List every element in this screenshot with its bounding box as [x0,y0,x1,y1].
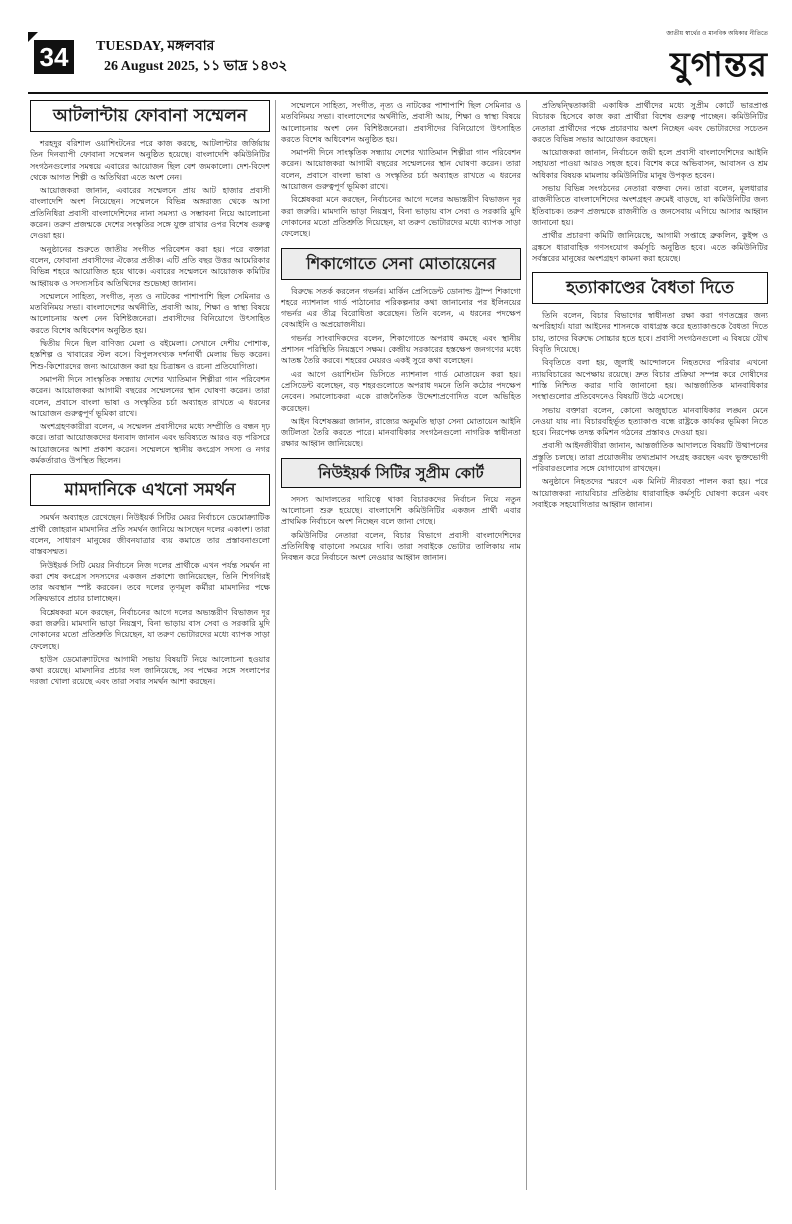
paragraph: প্রার্থীর প্রচারণা কমিটি জানিয়েছে, আগামী সপ্তাহে ব্রুকলিন, কুইন্স ও ব্রঙ্কসে ধারাবাহিক গণসংযোগ কর্মসূচি অনুষ্ঠিত হবে। এতে কমিউনিটির সর্বস্তরের মানুষের অংশগ্রহণ কামনা করা হয়েছে। [532,231,768,263]
paragraph: অনুষ্ঠানের শুরুতে জাতীয় সংগীত পরিবেশন করা হয়। পরে বক্তারা বলেন, ফোবানা প্রবাসীদের ঐক্যের প্রতীক। এটি প্রতি বছর উত্তর আমেরিকার বিভিন্ন শহরে আয়োজিত হয়ে থাকে। এবারের সম্মেলনে আয়োজক কমিটির আহ্বায়ক ও সদস্যসচিব অতিথিদের শুভেচ্ছা জানান। [30,244,270,288]
page-header [28,28,768,88]
paragraph: সভায় বক্তারা বলেন, কোনো অজুহাতে মানবাধিকার লঙ্ঘন মেনে নেওয়া যায় না। বিচারবহির্ভূত হত্যাকাণ্ড বন্ধে রাষ্ট্রকে কার্যকর ভূমিকা নিতে হবে। নিরপেক্ষ তদন্ত কমিশন গঠনের প্রস্তাবও দেওয়া হয়। [532,405,768,438]
column-left [30,100,270,1190]
paragraph: আয়োজকরা জানান, নির্বাচনে জয়ী হলে প্রবাসী বাংলাদেশিদের আইনি সহায়তা পাওয়া আরও সহজ হবে। বিশেষ করে অভিবাসন, আবাসন ও শ্রম অধিকার বিষয়ক মামলায় কমিউনিটির মানুষ উপকৃত হবেন। [532,148,768,180]
paragraph: নিউইয়র্ক সিটি মেয়র নির্বাচনে নিজ দলের প্রার্থীকে এখন পর্যন্ত সমর্থন না করা শেষ কংগ্রেস সদস্যদের একজন প্রকাশ্যে জানিয়েছেন, তিনি শিগগিরই তার অবস্থান স্পষ্ট করবেন। তবে দলের তৃণমূল কর্মীরা মামদানির পক্ষে সক্রিয়ভাবে প্রচার চালাচ্ছেন। [30,560,270,604]
article-murder-body [532,310,768,510]
paragraph: আইন বিশেষজ্ঞরা জানান, রাজ্যের অনুমতি ছাড়া সেনা মোতায়েন আইনি জটিলতা তৈরি করতে পারে। মানবাধিকার সংগঠনগুলো নাগরিক স্বাধীনতা রক্ষার আহ্বান জানিয়েছে। [281,416,521,449]
paragraph: গভর্নর সাংবাদিকদের বলেন, শিকাগোতে অপরাধ কমছে এবং স্থানীয় প্রশাসন পরিস্থিতি নিয়ন্ত্রণে সক্ষম। কেন্দ্রীয় সরকারের হস্তক্ষেপ জনগণের মধ্যে আতঙ্ক তৈরি করবে। শহরের মেয়রও একই সুরে কথা বলেছেন। [281,333,521,366]
paragraph: বিশ্লেষকরা মনে করছেন, নির্বাচনের আগে দলের অভ্যন্তরীণ বিভাজন দূর করা জরুরি। মামদানি ভাড়া নিয়ন্ত্রণ, বিনা ভাড়ায় বাস সেবা ও সরকারি মুদি দোকানের মতো প্রতিশ্রুতি দিয়েছেন, যা তরুণ ভোটারদের মধ্যে ব্যাপক সাড়া ফেলেছে। [30,607,270,651]
paragraph: সমাপনী দিনে সাংস্কৃতিক সন্ধ্যায় দেশের খ্যাতিমান শিল্পীরা গান পরিবেশন করেন। আয়োজকরা আগামী বছরের সম্মেলনের স্থান ঘোষণা করেন। তারা বলেন, প্রবাসে বাংলা ভাষা ও সংস্কৃতির চর্চা অব্যাহত রাখতে এ ধরনের আয়োজন গুরুত্বপূর্ণ ভূমিকা রাখে। [281,148,521,192]
header-rule [28,92,768,94]
paragraph: আয়োজকরা জানান, এবারের সম্মেলনে প্রায় আট হাজার প্রবাসী বাংলাদেশি অংশ নিয়েছেন। সম্মেলনে বিভিন্ন অঙ্গরাজ্য থেকে আসা প্রতিনিধিরা প্রবাসী বাংলাদেশিদের নানা সমস্যা ও সম্ভাবনা নিয়ে আলোচনা করেন। তরুণ প্রজন্মকে দেশের সংস্কৃতির সঙ্গে যুক্ত রাখার ওপর বিশেষ গুরুত্ব দেওয়া হয়। [30,186,270,241]
article-atlanta-body [30,138,270,466]
headline-atlanta: আটলান্টায় ফোবানা সম্মেলন [30,100,270,132]
headline-mamdani: মামদানিকে এখনো সমর্থন [30,474,270,506]
article-supreme-court-body [281,494,521,564]
page-number-badge [28,32,78,82]
article-right-intro [532,100,768,264]
headline-chicago: শিকাগোতে সেনা মোতায়েনের [281,248,521,280]
paragraph: অংশগ্রহণকারীরা বলেন, এ সম্মেলন প্রবাসীদের মধ্যে সম্প্রীতি ও বন্ধন দৃঢ় করে। তারা আয়োজকদের ধন্যবাদ জানান এবং ভবিষ্যতে আরও বড় পরিসরে আয়োজনের আশা প্রকাশ করেন। সম্মেলনে স্থানীয় কংগ্রেস সদস্য ও নগর কর্মকর্তারাও উপস্থিত ছিলেন। [30,422,270,466]
masthead-logo: যুগান্তর [670,45,768,85]
paragraph: কমিউনিটির নেতারা বলেন, বিচার বিভাগে প্রবাসী বাংলাদেশিদের প্রতিনিধিত্ব বাড়ানো সময়ের দাবি। তারা সবাইকে ভোটার তালিকায় নাম নিবন্ধন করে নির্বাচনে অংশ নেওয়ার আহ্বান জানান। [281,530,521,563]
column-right [532,100,768,1190]
paragraph: সমর্থন অব্যাহত রেখেছেন। নিউইয়র্ক সিটির মেয়র নির্বাচনে ডেমোক্র্যাটিক প্রার্থী জোহরান মামদানির প্রতি সমর্থন জানিয়ে আসছেন দলের একাংশ। তারা বলেন, সাধারণ মানুষের জীবনযাত্রার ব্যয় কমাতে তার প্রস্তাবনাগুলো বাস্তবসম্মত। [30,513,270,557]
paragraph: দ্বিতীয় দিনে ছিল বাণিজ্য মেলা ও বইমেলা। সেখানে দেশীয় পোশাক, হস্তশিল্প ও খাবারের স্টল বসে। বিপুলসংখ্যক দর্শনার্থী মেলায় ভিড় করেন। শিশু-কিশোরদের জন্য আয়োজন করা হয় চিত্রাঙ্কন ও রচনা প্রতিযোগিতা। [30,339,270,371]
paragraph: সম্মেলনে সাহিত্য, সংগীত, নৃত্য ও নাটকের পাশাপাশি ছিল সেমিনার ও মতবিনিময় সভা। বাংলাদেশের অর্থনীতি, প্রবাসী আয়, শিক্ষা ও স্বাস্থ্য বিষয়ে আলোচনায় অংশ নেন বিশিষ্টজনেরা। প্রবাসীদের বিনিয়োগে উৎসাহিত করতে বিশেষ অধিবেশন অনুষ্ঠিত হয়। [281,101,521,144]
paragraph: প্রবাসী আইনজীবীরা জানান, আন্তর্জাতিক আদালতে বিষয়টি উত্থাপনের প্রস্তুতি চলছে। তারা প্রয়োজনীয় তথ্যপ্রমাণ সংগ্রহ করছেন এবং ভুক্তভোগী পরিবারগুলোর সঙ্গে যোগাযোগ রাখছেন। [532,441,768,474]
paragraph: প্রতিদ্বন্দ্বিতাকারী একাধিক প্রার্থীদের মধ্যে সুপ্রীম কোর্টে ভারপ্রাপ্ত বিচারক হিসেবে কাজ করা প্রার্থীরা বিশেষ গুরুত্ব পাচ্ছেন। কমিউনিটির নেতারা প্রার্থীদের পক্ষে প্রচারণায় অংশ নিচ্ছেন এবং ভোটারদের সচেতন করতে বিভিন্ন সভার আয়োজন করছেন। [532,101,768,144]
paragraph: সম্মেলনে সাহিত্য, সংগীত, নৃত্য ও নাটকের পাশাপাশি ছিল সেমিনার ও মতবিনিময় সভা। বাংলাদেশের অর্থনীতি, প্রবাসী আয়, শিক্ষা ও স্বাস্থ্য বিষয়ে আলোচনায় অংশ নেন বিশিষ্টজনেরা। প্রবাসীদের বিনিয়োগে উৎসাহিত করতে বিশেষ অধিবেশন অনুষ্ঠিত হয়। [30,291,270,335]
paragraph: হাউস ডেমোক্র্যাটদের আগামী সভায় বিষয়টি নিয়ে আলোচনা হওয়ার কথা রয়েছে। মামদানির প্রচার দল জানিয়েছে, সব পক্ষের সঙ্গে সংলাপের দরজা খোলা রয়েছে এবং তারা সবার সমর্থন আশা করছেন। [30,654,270,687]
column-middle [281,100,521,1190]
page-number: 34 [34,40,74,74]
column-divider [275,100,276,1190]
paragraph: তিনি বলেন, বিচার বিভাগের স্বাধীনতা রক্ষা করা গণতন্ত্রের জন্য অপরিহার্য। যারা আইনের শাসনকে বাধাগ্রস্ত করে হত্যাকাণ্ডকে বৈধতা দিতে চায়, তাদের বিরুদ্ধে সোচ্চার হতে হবে। প্রবাসী সংগঠনগুলো এ বিষয়ে যৌথ বিবৃতি দিয়েছে। [532,311,768,355]
paragraph: সমাপনী দিনে সাংস্কৃতিক সন্ধ্যায় দেশের খ্যাতিমান শিল্পীরা গান পরিবেশন করেন। আয়োজকরা আগামী বছরের সম্মেলনের স্থান ঘোষণা করেন। তারা বলেন, প্রবাসে বাংলা ভাষা ও সংস্কৃতির চর্চা অব্যাহত রাখতে এ ধরনের আয়োজন গুরুত্বপূর্ণ ভূমিকা রাখে। [30,374,270,418]
headline-murder: হত্যাকাণ্ডের বৈধতা দিতে [532,272,768,304]
issue-day: TUESDAY, মঙ্গলবার [96,39,215,54]
paragraph: বিরুদ্ধে সতর্ক করলেন গভর্নর। মার্কিন প্রেসিডেন্ট ডোনাল্ড ট্রাম্প শিকাগো শহরে ন্যাশনাল গার্ড পাঠানোর পরিকল্পনার কথা জানানোর পর ইলিনয়ের গভর্নর এর তীব্র বিরোধিতা করেছেন। তিনি বলেন, এ ধরনের পদক্ষেপ বেআইনি ও অপ্রয়োজনীয়। [281,286,521,330]
article-mamdani-body [30,512,270,687]
issue-date: 26 August 2025, ১১ ভাদ্র ১৪৩২ [104,59,288,74]
paragraph: এর আগে ওয়াশিংটন ডিসিতে ন্যাশনাল গার্ড মোতায়েন করা হয়। প্রেসিডেন্ট বলেছেন, বড় শহরগুলোতে অপরাধ দমনে তিনি কঠোর পদক্ষেপ নেবেন। সমালোচকরা একে রাজনৈতিক উদ্দেশ্যপ্রণোদিত বলে অভিহিত করেছেন। [281,369,521,413]
masthead-tagline: জাতীয় স্বার্থের ও মানবিক অধিকার নীতিতে [666,30,768,37]
article-atlanta-continued [281,100,521,240]
article-chicago-body [281,286,521,450]
paragraph: অনুষ্ঠানে নিহতদের স্মরণে এক মিনিট নীরবতা পালন করা হয়। পরে আয়োজকরা ন্যায়বিচার প্রতিষ্ঠায় ধারাবাহিক কর্মসূচি ঘোষণা করেন এবং সবাইকে সহযোগিতার আহ্বান জানান। [532,477,768,509]
headline-supreme-court: নিউইয়র্ক সিটির সুপ্রীম কোর্ট [281,458,521,488]
paragraph: সভায় বিভিন্ন সংগঠনের নেতারা বক্তব্য দেন। তারা বলেন, মূলধারার রাজনীতিতে বাংলাদেশিদের অংশগ্রহণ ক্রমেই বাড়ছে, যা কমিউনিটির জন্য ইতিবাচক। তরুণ প্রজন্মকে রাজনীতি ও জনসেবায় এগিয়ে আসার আহ্বান জানানো হয়। [532,184,768,227]
paragraph: শরহদুর বরিশাল ওয়াশিংটনের পরে কাজ করছে, আটলান্টার জর্জিয়ায় তিন দিনব্যাপী ফোবানা সম্মেলন অনুষ্ঠিত হয়েছে। বাংলাদেশি কমিউনিটির সংগঠনগুলোর সমন্বয়ে এবারের আয়োজন ছিল বেশ জমকালো। দেশ-বিদেশ থেকে আগত শিল্পী ও অতিথিরা এতে অংশ নেন। [30,139,270,182]
column-divider [526,100,527,1190]
masthead [618,28,778,88]
paragraph: বিবৃতিতে বলা হয়, জুলাই আন্দোলনে নিহতদের পরিবার এখনো ন্যায়বিচারের অপেক্ষায় রয়েছে। দ্রুত বিচার প্রক্রিয়া সম্পন্ন করে দোষীদের শাস্তি নিশ্চিত করার দাবি জানানো হয়। আন্তর্জাতিক মানবাধিকার সংস্থাগুলোর প্রতিবেদনেও বিষয়টি উঠে এসেছে। [532,358,768,402]
paragraph: বিশ্লেষকরা মনে করছেন, নির্বাচনের আগে দলের অভ্যন্তরীণ বিভাজন দূর করা জরুরি। মামদানি ভাড়া নিয়ন্ত্রণ, বিনা ভাড়ায় বাস সেবা ও সরকারি মুদি দোকানের মতো প্রতিশ্রুতি দিয়েছেন, যা তরুণ ভোটারদের মধ্যে ব্যাপক সাড়া ফেলেছে। [281,195,521,239]
paragraph: সদস্য আদালতের দায়িত্বে থাকা বিচারকদের নির্বাচন নিয়ে নতুন আলোচনা শুরু হয়েছে। বাংলাদেশি কমিউনিটির একজন প্রার্থী এবার প্রাথমিক নির্বাচনে অংশ নিচ্ছেন বলে জানা গেছে। [281,494,521,527]
